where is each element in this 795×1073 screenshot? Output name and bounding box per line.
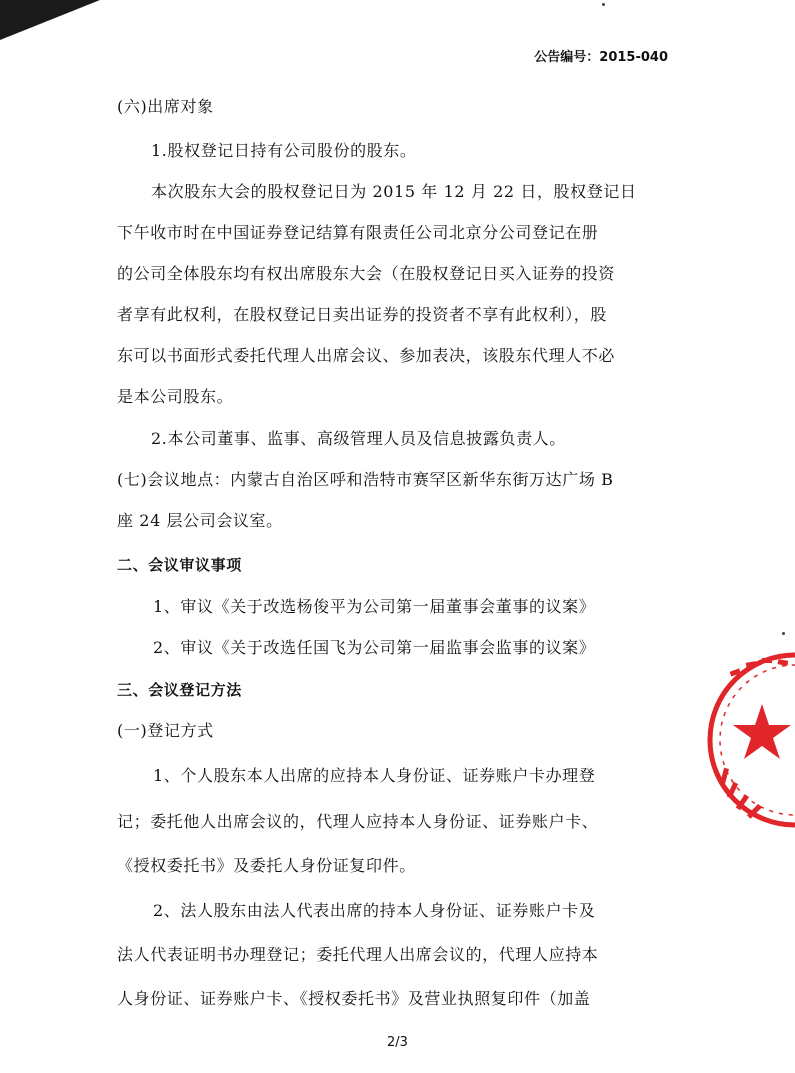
paragraph-line: 下午收市时在中国证券登记结算有限责任公司北京分公司登记在册 <box>117 223 599 242</box>
paragraph-line: 本次股东大会的股权登记日为 2015 年 12 月 22 日，股权登记日 <box>151 182 637 201</box>
paragraph-line: 2.本公司董事、监事、高级管理人员及信息披露负责人。 <box>151 429 566 448</box>
section-heading-agenda: 二、会议审议事项 <box>117 556 242 574</box>
paragraph-line: 者享有此权利，在股权登记日卖出证券的投资者不享有此权利），股 <box>117 305 608 324</box>
paragraph-line: 1.股权登记日持有公司股份的股东。 <box>151 141 417 160</box>
paragraph-line: 2、法人股东由法人代表出席的持本人身份证、证券账户卡及 <box>153 901 596 920</box>
paragraph-line: 是本公司股东。 <box>117 387 234 406</box>
section-heading-registration: 三、会议登记方法 <box>117 681 242 699</box>
paragraph-line: 记；委托他人出席会议的，代理人应持本人身份证、证券账户卡、 <box>117 812 599 831</box>
subsection-heading-registration-method: (一)登记方式 <box>117 721 214 740</box>
paragraph-line: 人身份证、证券账户卡、《授权委托书》及营业执照复印件（加盖 <box>117 989 591 1008</box>
page-number: 2/3 <box>387 1035 408 1050</box>
paragraph-line: 法人代表证明书办理登记；委托代理人出席会议的，代理人应持本 <box>117 945 599 964</box>
scan-speck <box>782 632 785 635</box>
agenda-item: 1、审议《关于改选杨俊平为公司第一届董事会董事的议案》 <box>153 597 596 616</box>
paragraph-line: 座 24 层公司会议室。 <box>117 511 283 530</box>
section-heading-attendees: (六)出席对象 <box>117 97 214 116</box>
paragraph-line: 《授权委托书》及委托人身份证复印件。 <box>117 856 416 875</box>
paragraph-line: 1、个人股东本人出席的应持本人身份证、证券账户卡办理登 <box>153 766 596 785</box>
paragraph-line: 的公司全体股东均有权出席股东大会（在股权登记日买入证券的投资 <box>117 264 616 283</box>
company-seal <box>700 640 795 840</box>
agenda-item: 2、审议《关于改选任国飞为公司第一届监事会监事的议案》 <box>153 638 596 657</box>
scan-corner-shadow <box>0 0 100 40</box>
section-heading-venue: (七)会议地点：内蒙古自治区呼和浩特市赛罕区新华东街万达广场 B <box>117 470 614 489</box>
paragraph-line: 东可以书面形式委托代理人出席会议、参加表决，该股东代理人不必 <box>117 346 616 365</box>
seal-star-icon <box>733 704 791 759</box>
announcement-number: 公告编号：2015-040 <box>534 50 668 65</box>
scan-speck <box>602 3 605 6</box>
